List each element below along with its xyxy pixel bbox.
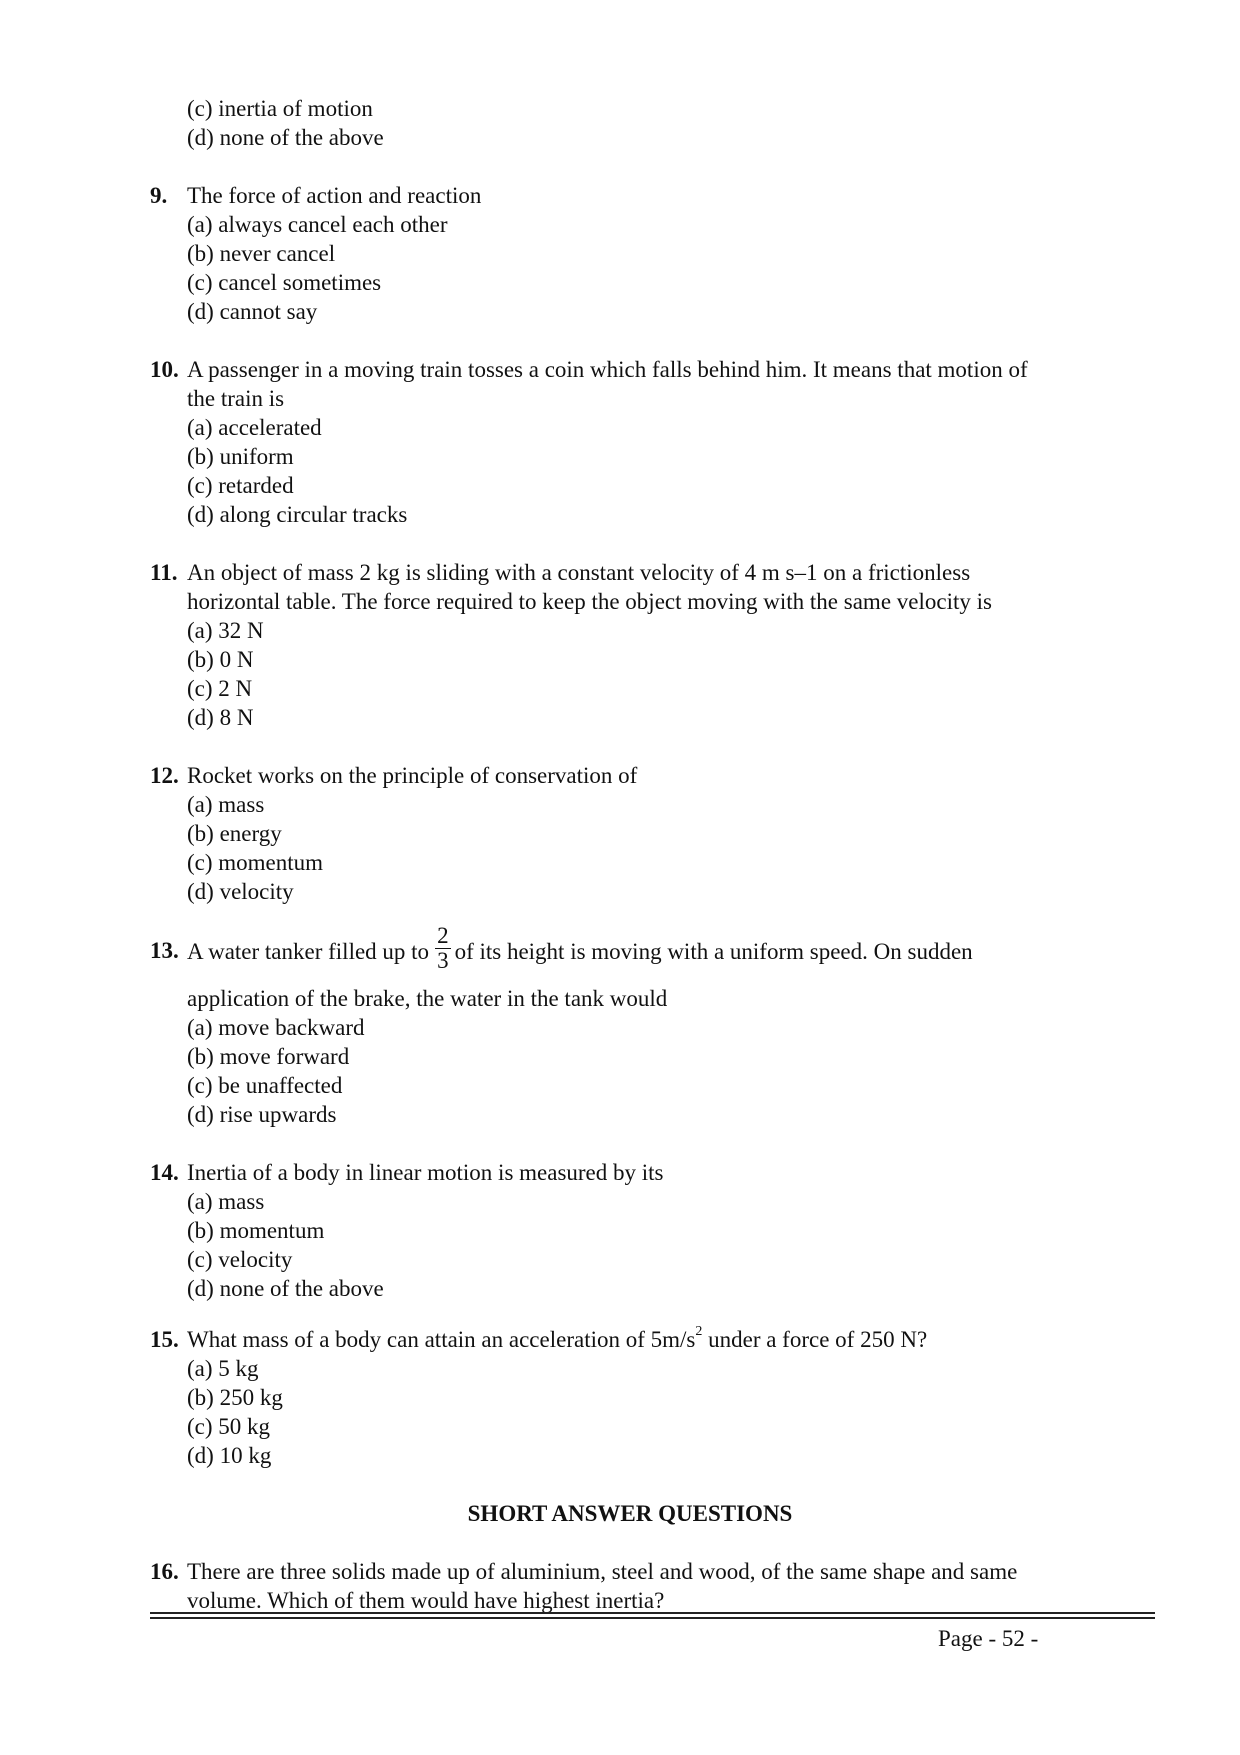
question-9 <box>150 181 1110 326</box>
question-number: 9. <box>150 183 168 208</box>
option: (d) rise upwards <box>187 1102 337 1127</box>
option: (c) retarded <box>187 473 294 498</box>
question-number: 13. <box>150 938 179 963</box>
option: (c) 2 N <box>187 676 253 701</box>
question-stem: Rocket works on the principle of conservation of <box>187 763 638 788</box>
option: (d) 10 kg <box>187 1443 272 1468</box>
question-stem-line2: volume. Which of them would have highest inertia? <box>187 1588 665 1613</box>
rule-line <box>150 1617 1155 1619</box>
question-body <box>187 1158 1110 1303</box>
spacer <box>150 326 1110 355</box>
carryover-options <box>150 94 1110 152</box>
option: (d) velocity <box>187 879 294 904</box>
question-13 <box>150 918 1110 1129</box>
question-body <box>187 181 1110 326</box>
option: (c) be unaffected <box>187 1073 343 1098</box>
spacer <box>150 529 1110 558</box>
question-stem: Inertia of a body in linear motion is measured by its <box>187 1160 664 1185</box>
option: (a) 32 N <box>187 618 264 643</box>
option: (c) velocity <box>187 1247 293 1272</box>
question-stem-line1 <box>187 918 1110 984</box>
option: (d) 8 N <box>187 705 254 730</box>
question-stem: The force of action and reaction <box>187 183 482 208</box>
fraction-numerator: 2 <box>437 922 449 948</box>
question-body <box>187 1325 1110 1470</box>
option: (c) momentum <box>187 850 324 875</box>
question-body <box>187 1557 1110 1615</box>
question-body <box>187 761 1110 906</box>
stem-text-after: of its height is moving with a uniform speed. On sudden <box>454 938 973 964</box>
option: (c) cancel sometimes <box>187 270 382 295</box>
question-stem-line1: There are three solids made up of aluminium, steel and wood, of the same shape and same <box>187 1559 1018 1584</box>
spacer <box>150 1303 1110 1325</box>
spacer <box>150 906 1110 918</box>
option: (c) inertia of motion <box>187 96 373 121</box>
question-stem-line2: application of the brake, the water in the tank would <box>187 986 668 1011</box>
fraction-denominator: 3 <box>437 947 449 973</box>
question-16 <box>150 1557 1110 1615</box>
question-stem-line1: An object of mass 2 kg is sliding with a constant velocity of 4 m s–1 on a frictionless <box>187 560 971 585</box>
option: (a) accelerated <box>187 415 322 440</box>
question-15 <box>150 1325 1110 1470</box>
question-number: 14. <box>150 1160 179 1185</box>
question-number: 11. <box>150 560 178 585</box>
spacer <box>150 732 1110 761</box>
question-10 <box>150 355 1110 529</box>
option: (d) none of the above <box>187 125 384 150</box>
option: (a) move backward <box>187 1015 365 1040</box>
question-body <box>187 918 1110 1129</box>
question-11 <box>150 558 1110 732</box>
spacer <box>150 1470 1110 1499</box>
option: (d) none of the above <box>187 1276 384 1301</box>
fraction <box>435 924 451 973</box>
footer-rule <box>150 1612 1155 1619</box>
superscript: 2 <box>695 1324 703 1340</box>
option: (a) mass <box>187 792 265 817</box>
rule-line <box>150 1612 1155 1614</box>
option: (b) energy <box>187 821 282 846</box>
question-number: 15. <box>150 1327 179 1352</box>
spacer <box>150 1528 1110 1557</box>
option: (b) never cancel <box>187 241 336 266</box>
page-number: Page - 52 - <box>938 1626 1039 1651</box>
question-number: 10. <box>150 357 179 382</box>
question-number: 12. <box>150 763 179 788</box>
question-stem <box>187 1325 1110 1354</box>
option: (a) 5 kg <box>187 1356 259 1381</box>
stem-text-before: A water tanker filled up to <box>187 938 430 964</box>
question-stem-line1: A passenger in a moving train tosses a coin which falls behind him. It means that motion of <box>187 357 1028 382</box>
option: (a) mass <box>187 1189 265 1214</box>
option: (b) 0 N <box>187 647 254 672</box>
option: (c) 50 kg <box>187 1414 271 1439</box>
option: (d) along circular tracks <box>187 502 408 527</box>
stem-text-before: What mass of a body can attain an acceleration of 5m/s <box>187 1327 696 1352</box>
stem-text-after: under a force of 250 N? <box>702 1327 928 1352</box>
question-body <box>187 355 1110 529</box>
option: (b) move forward <box>187 1044 350 1069</box>
option: (b) momentum <box>187 1218 325 1243</box>
section-heading: SHORT ANSWER QUESTIONS <box>467 1501 793 1526</box>
question-13-rest <box>187 984 1110 1129</box>
option: (b) uniform <box>187 444 294 469</box>
question-number: 16. <box>150 1559 179 1584</box>
question-14 <box>150 1158 1110 1303</box>
question-12 <box>150 761 1110 906</box>
option: (b) 250 kg <box>187 1385 283 1410</box>
question-body <box>187 558 1110 732</box>
question-stem-line2: horizontal table. The force required to keep the object moving with the same velocity is <box>187 589 992 614</box>
option: (a) always cancel each other <box>187 212 448 237</box>
spacer <box>150 152 1110 181</box>
page-content <box>150 94 1110 1615</box>
question-stem-line2: the train is <box>187 386 285 411</box>
spacer <box>150 1129 1110 1158</box>
option: (d) cannot say <box>187 299 318 324</box>
